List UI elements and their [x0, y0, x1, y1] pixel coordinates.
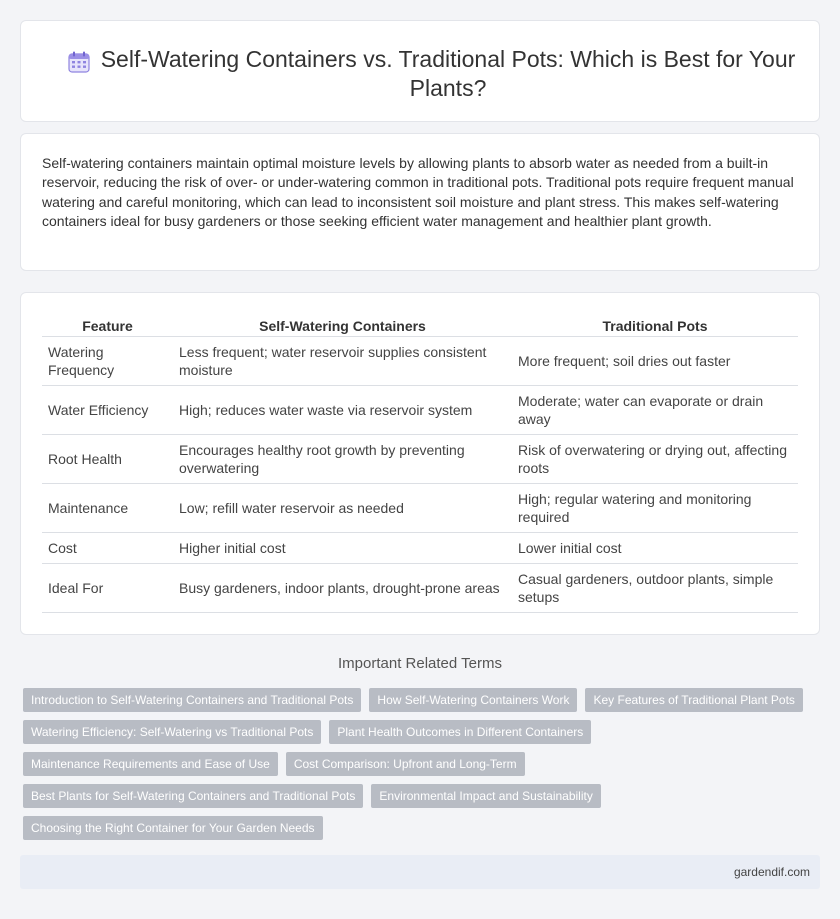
- table-row: [42, 435, 798, 484]
- header-feature: Feature: [42, 311, 173, 337]
- cell-feature: Cost: [42, 533, 173, 564]
- page-title: Self-Watering Containers vs. Traditional Pots: Which is Best for Your Plants?: [100, 46, 796, 101]
- cell-self-watering: Encourages healthy root growth by preventing overwatering: [173, 435, 512, 484]
- table-row: [42, 337, 798, 386]
- cell-feature: Ideal For: [42, 564, 173, 613]
- table-row: [42, 533, 798, 564]
- related-term-tag[interactable]: Introduction to Self-Watering Containers and Traditional Pots: [23, 688, 361, 712]
- related-term-tag[interactable]: Key Features of Traditional Plant Pots: [585, 688, 802, 712]
- title-card: [20, 20, 820, 122]
- related-terms-heading: Important Related Terms: [338, 655, 502, 672]
- footer: [20, 855, 820, 889]
- related-term-tag[interactable]: Best Plants for Self-Watering Containers and Traditional Pots: [23, 784, 363, 808]
- table-row: [42, 484, 798, 533]
- cell-self-watering: Higher initial cost: [173, 533, 512, 564]
- related-term-tag[interactable]: Plant Health Outcomes in Different Containers: [329, 720, 591, 744]
- comparison-table-card: [20, 292, 820, 635]
- cell-feature: Watering Frequency: [42, 337, 173, 386]
- related-term-tag[interactable]: How Self-Watering Containers Work: [369, 688, 577, 712]
- cell-self-watering: Less frequent; water reservoir supplies consistent moisture: [173, 337, 512, 386]
- related-terms-list: [23, 688, 823, 848]
- cell-traditional: Moderate; water can evaporate or drain away: [512, 386, 798, 435]
- comparison-table: [42, 311, 798, 613]
- cell-feature: Water Efficiency: [42, 386, 173, 435]
- cell-self-watering: High; reduces water waste via reservoir system: [173, 386, 512, 435]
- related-term-tag[interactable]: Environmental Impact and Sustainability: [371, 784, 600, 808]
- cell-feature: Root Health: [42, 435, 173, 484]
- related-term-tag[interactable]: Maintenance Requirements and Ease of Use: [23, 752, 278, 776]
- cell-traditional: Lower initial cost: [512, 533, 798, 564]
- cell-traditional: Casual gardeners, outdoor plants, simple setups: [512, 564, 798, 613]
- related-term-tag[interactable]: Choosing the Right Container for Your Garden Needs: [23, 816, 323, 840]
- intro-card: [20, 133, 820, 271]
- cell-self-watering: Low; refill water reservoir as needed: [173, 484, 512, 533]
- cell-feature: Maintenance: [42, 484, 173, 533]
- table-row: [42, 386, 798, 435]
- calendar-icon: [67, 51, 91, 73]
- header-self-watering: Self-Watering Containers: [173, 311, 512, 337]
- related-term-tag[interactable]: Cost Comparison: Upfront and Long-Term: [286, 752, 525, 776]
- related-term-tag[interactable]: Watering Efficiency: Self-Watering vs Traditional Pots: [23, 720, 321, 744]
- cell-self-watering: Busy gardeners, indoor plants, drought-prone areas: [173, 564, 512, 613]
- header-traditional: Traditional Pots: [512, 311, 798, 337]
- cell-traditional: Risk of overwatering or drying out, affecting roots: [512, 435, 798, 484]
- cell-traditional: High; regular watering and monitoring required: [512, 484, 798, 533]
- intro-paragraph: Self-watering containers maintain optimal moisture levels by allowing plants to absorb water as needed from a built-in reservoir, reducing the risk of over- or under-watering common in traditional pots. Traditional pots require frequent manual watering and careful monitoring, which can lead to inconsistent soil moisture and plant stress. This makes self-watering containers ideal for busy gardeners or those seeking efficient water management and healthier plant growth.: [42, 155, 794, 230]
- table-row: [42, 564, 798, 613]
- cell-traditional: More frequent; soil dries out faster: [512, 337, 798, 386]
- table-header-row: [42, 311, 798, 337]
- footer-site-link[interactable]: gardendif.com: [733, 865, 810, 879]
